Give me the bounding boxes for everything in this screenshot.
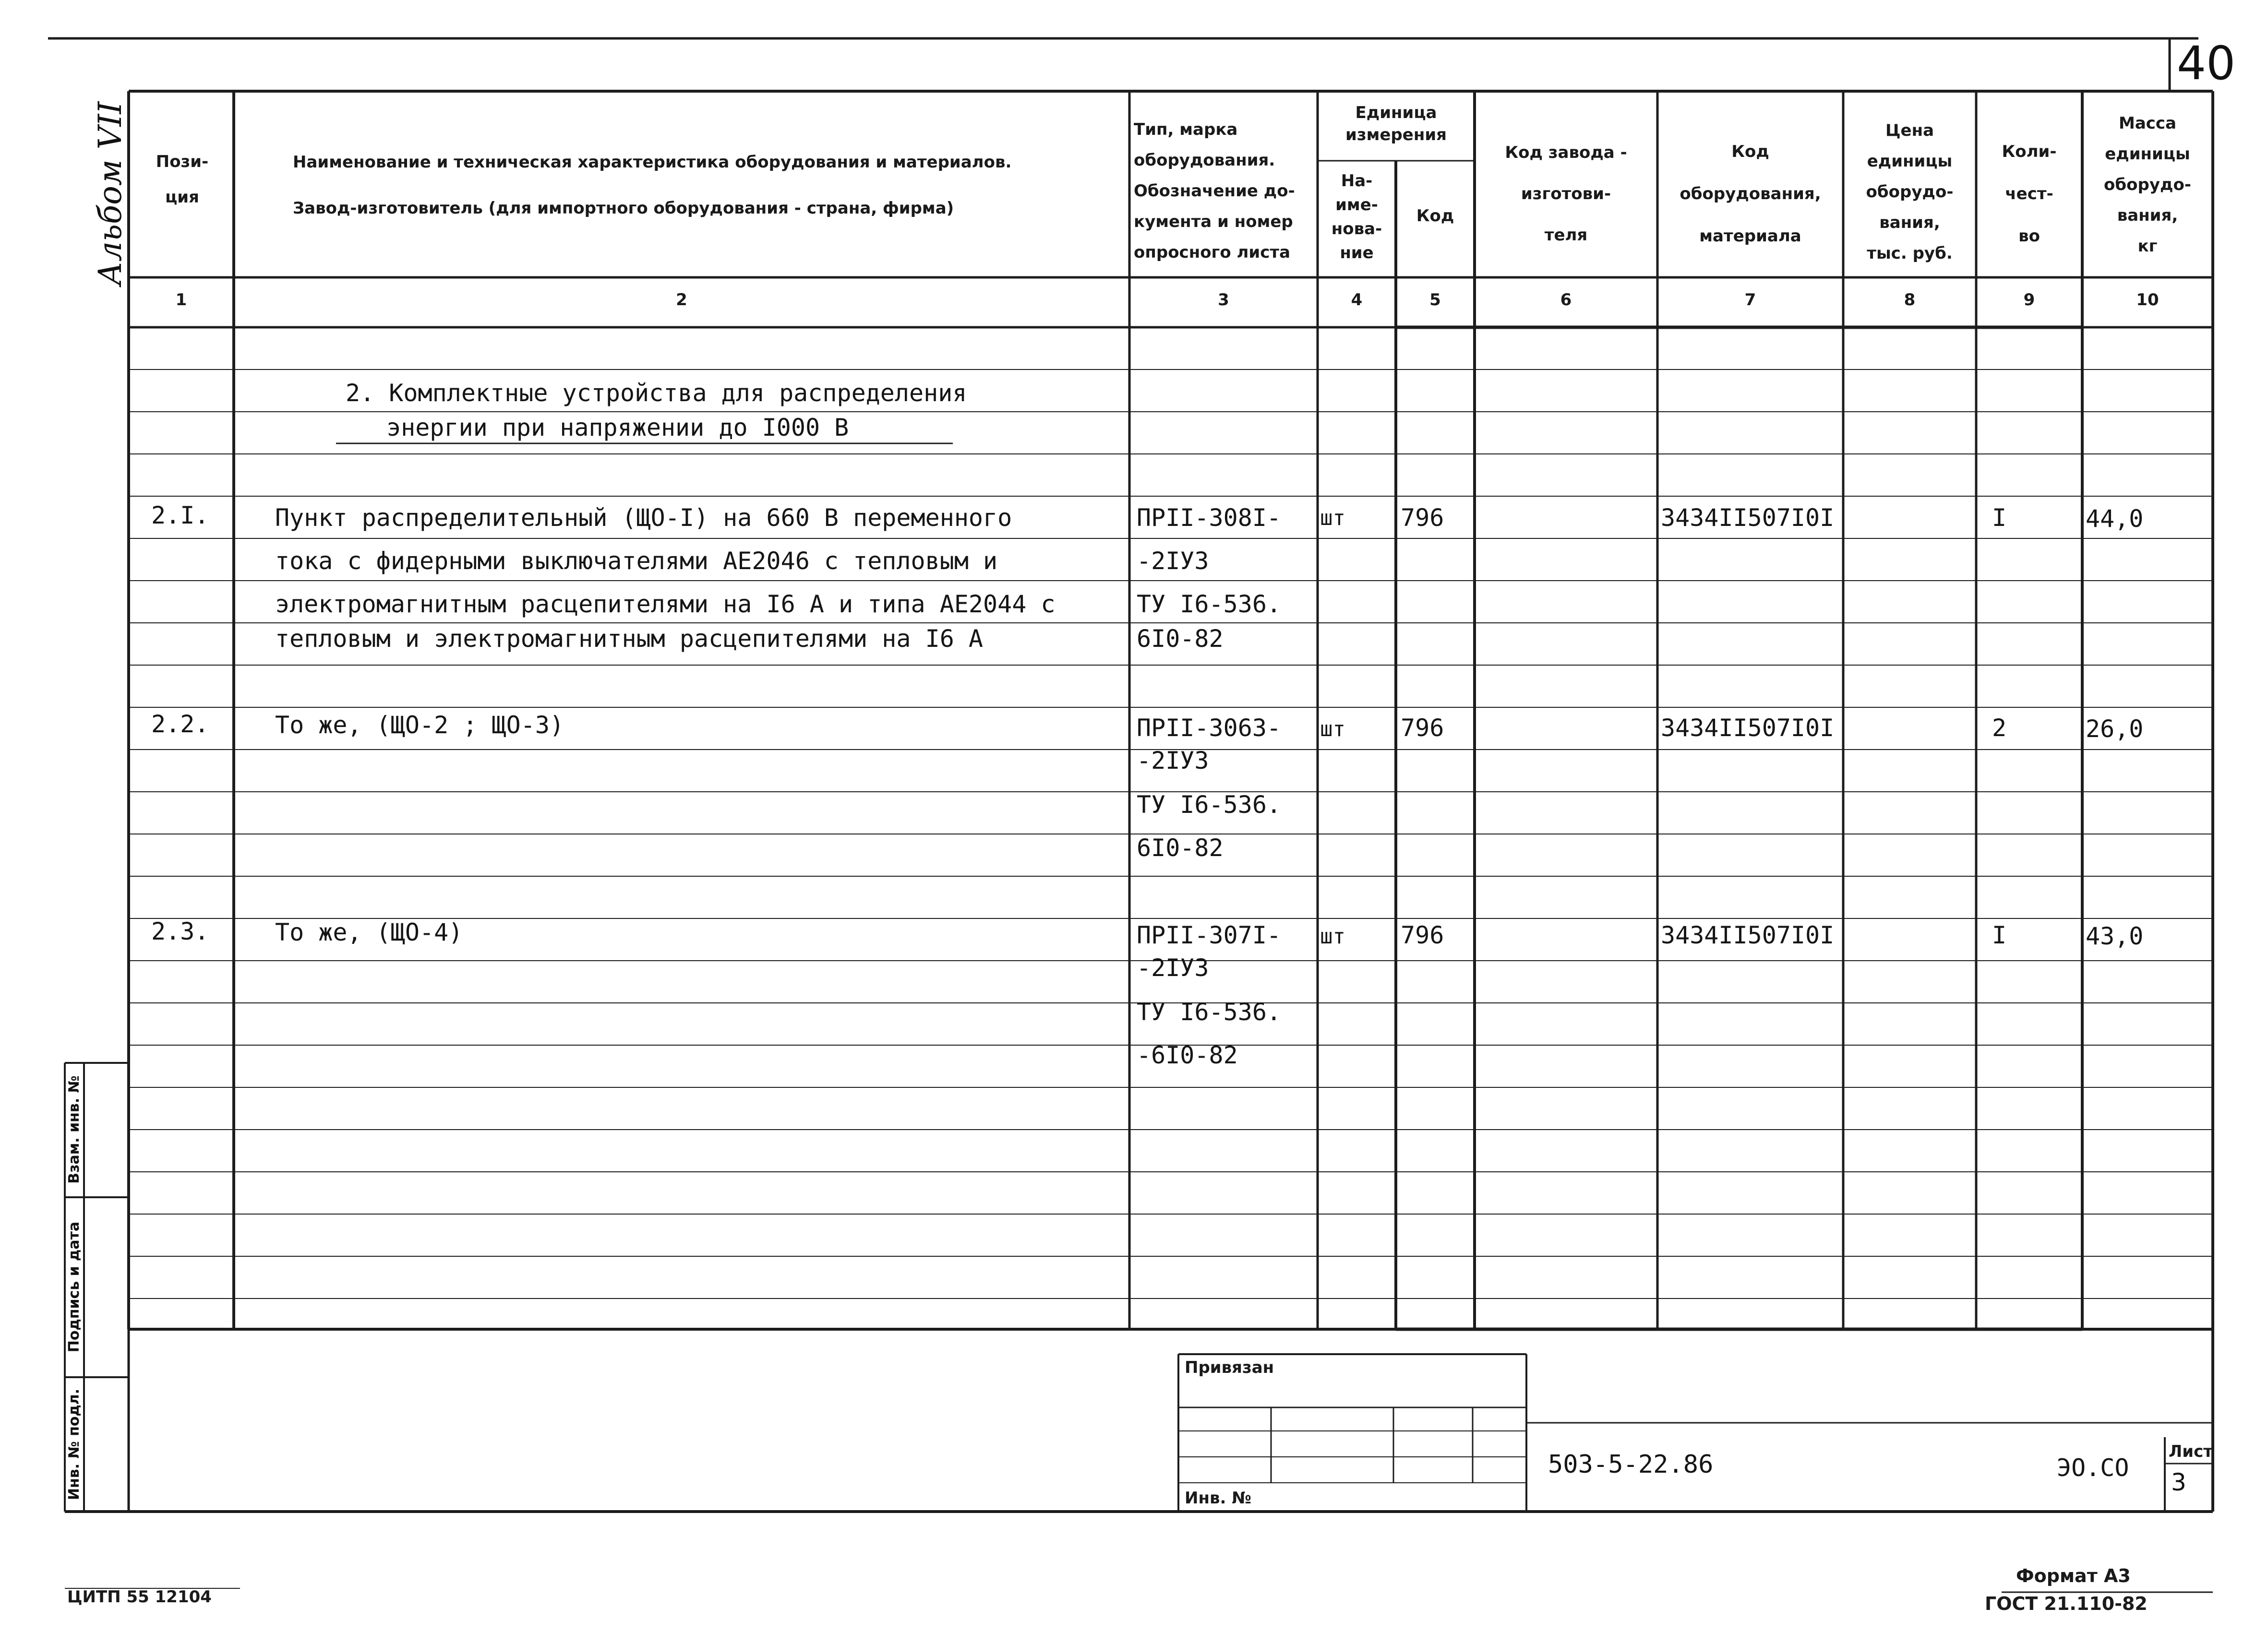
header-col8: Цена единицы оборудо- вания, тыс. руб. <box>1866 121 1954 263</box>
header-col4: На- име- нова- ние <box>1331 171 1382 262</box>
item-unit-code: 796 <box>1401 921 1444 949</box>
side-stamp-signature-date: Подпись и дата <box>66 1221 83 1353</box>
stamp-inventory-label: Инв. № <box>1185 1489 1252 1508</box>
item-position: 2.2. <box>151 710 209 738</box>
side-stamp-replacement-inv: Взам. инв. № <box>66 1075 83 1184</box>
col-number-2: 2 <box>676 290 687 310</box>
item-position: 2.3. <box>151 917 209 945</box>
header-col1: Пози- ция <box>156 152 209 207</box>
header-col5: Код <box>1416 206 1454 226</box>
col-number-5: 5 <box>1429 290 1441 310</box>
col-number-9: 9 <box>2023 290 2035 310</box>
header-unit-group: Единица измерения <box>1345 103 1447 144</box>
stamp-tied-label: Привязан <box>1185 1358 1274 1377</box>
item-type-line: ТУ I6-536. <box>1137 791 1282 819</box>
section-title-line2: энергии при напряжении до I000 В <box>386 414 849 441</box>
col-number-8: 8 <box>1904 290 1916 310</box>
item-unit-code: 796 <box>1401 504 1444 532</box>
header-col2: Наименование и техническая характеристика оборудования и материалов. Завод-изготовитель (для импортного оборудования - страна, фирма) <box>293 153 1012 218</box>
header-col3: Тип, марка оборудования. Обозначение до- кумента и номер опросного листа <box>1134 120 1295 262</box>
item-equipment-code: 3434II507I0I <box>1661 714 1835 742</box>
item-type-line: -2IУ3 <box>1137 547 1209 575</box>
col-number-4: 4 <box>1351 290 1363 310</box>
sheet-label: Лист <box>2169 1442 2213 1461</box>
header-col6: Код завода - изготови- теля <box>1505 143 1627 245</box>
item-type-line: 6I0-82 <box>1137 834 1224 862</box>
item-type-line: ПРII-3063- <box>1137 714 1282 742</box>
item-equipment-code: 3434II507I0I <box>1661 504 1835 532</box>
item-quantity: I <box>1992 921 2007 949</box>
album-label: Альбом VII <box>92 101 129 286</box>
item-mass: 43,0 <box>2086 922 2144 950</box>
item-unit: шт <box>1320 924 1345 949</box>
item-description-line: электромагнитным расцепителями на I6 А и типа АЕ2044 с <box>275 590 1056 618</box>
item-unit: шт <box>1320 506 1345 530</box>
col-number-6: 6 <box>1560 290 1572 310</box>
item-position: 2.I. <box>151 501 209 529</box>
item-type-line: -2IУ3 <box>1137 954 1209 982</box>
item-description-line: тока с фидерными выключателями АЕ2046 с тепловым и <box>275 547 998 575</box>
item-unit-code: 796 <box>1401 714 1444 742</box>
item-type-line: -2IУ3 <box>1137 747 1209 774</box>
col-number-10: 10 <box>2136 290 2159 310</box>
header-col10: Масса единицы оборудо- вания, кг <box>2104 114 2191 256</box>
side-stamp-original-inv: Инв. № подл. <box>66 1388 83 1501</box>
item-mass: 44,0 <box>2086 505 2144 533</box>
item-description-line: Пункт распределительный (ЩО-I) на 660 В переменного <box>275 504 1012 532</box>
item-type-line: ПРII-308I- <box>1137 504 1282 532</box>
item-quantity: I <box>1992 504 2007 532</box>
col-number-1: 1 <box>175 290 187 310</box>
item-type-line: ТУ I6-536. <box>1137 998 1282 1026</box>
item-type-line: ТУ I6-536. <box>1137 590 1282 618</box>
item-description-line: То же, (ЩО-2 ; ЩО-3) <box>275 711 564 739</box>
sheet-no: 3 <box>2171 1468 2186 1496</box>
item-mass: 26,0 <box>2086 715 2144 743</box>
item-type-line: ПРII-307I- <box>1137 921 1282 949</box>
document-mark: ЭО.СО <box>2057 1454 2129 1482</box>
sheet-number: 40 <box>2177 36 2236 90</box>
footer-print-code: ЦИТП 55 12104 <box>67 1587 212 1607</box>
col-number-7: 7 <box>1744 290 1756 310</box>
footer-gost: ГОСТ 21.110-82 <box>1985 1593 2148 1614</box>
item-type-line: 6I0-82 <box>1137 625 1224 653</box>
document-code: 503-5-22.86 <box>1548 1450 1714 1479</box>
item-unit: шт <box>1320 717 1345 741</box>
section-title-line1: 2. Комплектные устройства для распределения <box>346 379 967 407</box>
col-number-3: 3 <box>1218 290 1229 310</box>
item-equipment-code: 3434II507I0I <box>1661 921 1835 949</box>
item-description-line: То же, (ЩО-4) <box>275 918 463 946</box>
header-col9: Коли- чест- во <box>2002 142 2057 246</box>
item-type-line: -6I0-82 <box>1137 1041 1238 1069</box>
footer-format: Формат А3 <box>2016 1565 2131 1586</box>
header-col7: Код оборудования, материала <box>1680 142 1821 246</box>
item-description-line: тепловым и электромагнитным расцепителями на I6 А <box>275 625 984 653</box>
item-quantity: 2 <box>1992 714 2007 742</box>
